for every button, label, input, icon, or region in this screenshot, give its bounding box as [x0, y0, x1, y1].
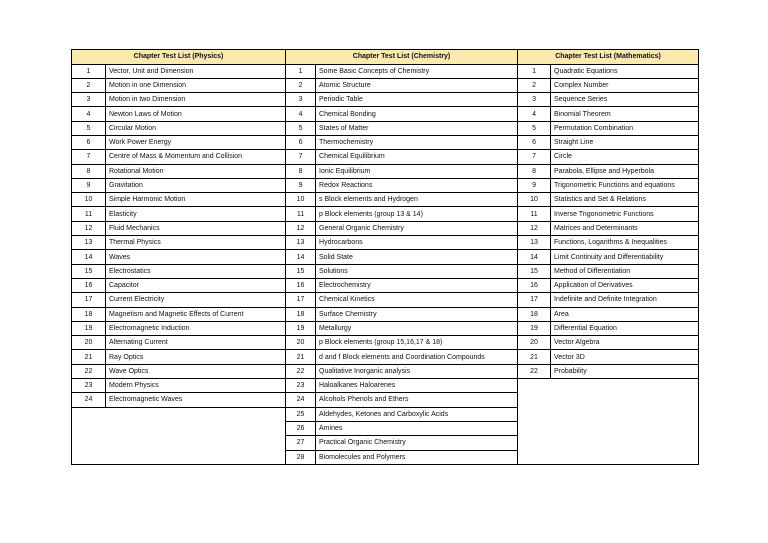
- mathematics-chapter-name: Circle: [551, 150, 699, 164]
- physics-chapter-name: Circular Motion: [106, 121, 286, 135]
- chemistry-chapter-name: Alcohols Phenols and Ethers: [316, 393, 518, 407]
- mathematics-chapter-name: Sequence Series: [551, 93, 699, 107]
- chemistry-chapter-name: Periodic Table: [316, 93, 518, 107]
- chemistry-chapter-name: General Organic Chemistry: [316, 221, 518, 235]
- mathematics-chapter-name: Differential Equation: [551, 321, 699, 335]
- table-row: [72, 278, 699, 292]
- chemistry-chapter-name: p Block elements (group 15,16,17 & 18): [316, 336, 518, 350]
- chemistry-chapter-number: 13: [286, 236, 316, 250]
- chemistry-chapter-number: 12: [286, 221, 316, 235]
- table-body: [72, 64, 699, 464]
- physics-chapter-name: Thermal Physics: [106, 236, 286, 250]
- physics-chapter-name: Simple Harmonic Motion: [106, 193, 286, 207]
- physics-chapter-name: Gravitation: [106, 178, 286, 192]
- mathematics-chapter-name: Complex Number: [551, 78, 699, 92]
- physics-chapter-number: 6: [72, 135, 106, 149]
- mathematics-chapter-number: 3: [518, 93, 551, 107]
- chemistry-chapter-number: 9: [286, 178, 316, 192]
- chemistry-chapter-number: 8: [286, 164, 316, 178]
- physics-chapter-name: Modern Physics: [106, 379, 286, 393]
- physics-chapter-name: Motion in two Dimension: [106, 93, 286, 107]
- chemistry-chapter-number: 18: [286, 307, 316, 321]
- physics-chapter-number: 2: [72, 78, 106, 92]
- mathematics-chapter-number: 21: [518, 350, 551, 364]
- physics-chapter-number: 20: [72, 336, 106, 350]
- mathematics-chapter-number: 2: [518, 78, 551, 92]
- physics-chapter-number: 17: [72, 293, 106, 307]
- table-row: [72, 135, 699, 149]
- chemistry-chapter-number: 2: [286, 78, 316, 92]
- physics-chapter-name: Vector, Unit and Dimension: [106, 64, 286, 78]
- mathematics-chapter-number: 19: [518, 321, 551, 335]
- table-row: [72, 264, 699, 278]
- mathematics-chapter-number: 4: [518, 107, 551, 121]
- chemistry-chapter-name: Some Basic Concepts of Chemistry: [316, 64, 518, 78]
- chemistry-chapter-number: 14: [286, 250, 316, 264]
- physics-chapter-number: 19: [72, 321, 106, 335]
- physics-chapter-name: Rotational Motion: [106, 164, 286, 178]
- physics-chapter-number: 23: [72, 379, 106, 393]
- chemistry-chapter-name: Solid State: [316, 250, 518, 264]
- mathematics-chapter-name: Application of Derivatives: [551, 278, 699, 292]
- chemistry-chapter-number: 21: [286, 350, 316, 364]
- chemistry-header: Chapter Test List (Chemistry): [286, 50, 518, 65]
- physics-chapter-number: 11: [72, 207, 106, 221]
- chemistry-chapter-name: Surface Chemistry: [316, 307, 518, 321]
- table-row: [72, 250, 699, 264]
- chemistry-chapter-number: 23: [286, 379, 316, 393]
- chemistry-chapter-number: 6: [286, 135, 316, 149]
- chemistry-chapter-number: 15: [286, 264, 316, 278]
- physics-chapter-number: 12: [72, 221, 106, 235]
- chemistry-chapter-name: Chemical Bonding: [316, 107, 518, 121]
- mathematics-chapter-number: 15: [518, 264, 551, 278]
- chapter-test-table: [71, 49, 699, 465]
- chemistry-chapter-number: 26: [286, 421, 316, 435]
- chemistry-chapter-name: Metallurgy: [316, 321, 518, 335]
- mathematics-chapter-name: Statistics and Set & Relations: [551, 193, 699, 207]
- table-row: [72, 121, 699, 135]
- physics-chapter-name: Capacitor: [106, 278, 286, 292]
- chemistry-chapter-name: States of Matter: [316, 121, 518, 135]
- mathematics-chapter-name: Method of Differentiation: [551, 264, 699, 278]
- chemistry-chapter-number: 10: [286, 193, 316, 207]
- table-row: [72, 207, 699, 221]
- chemistry-chapter-number: 28: [286, 450, 316, 464]
- chemistry-chapter-name: Aldehydes, Ketones and Carboxylic Acids: [316, 407, 518, 421]
- physics-chapter-number: 8: [72, 164, 106, 178]
- physics-chapter-name: Magnetism and Magnetic Effects of Current: [106, 307, 286, 321]
- physics-chapter-name: Elasticity: [106, 207, 286, 221]
- physics-empty-block: [72, 407, 286, 464]
- physics-chapter-name: Motion in one Dimension: [106, 78, 286, 92]
- table-row: [72, 93, 699, 107]
- mathematics-chapter-name: Vector Algebra: [551, 336, 699, 350]
- chemistry-chapter-name: Chemical Equilibrium: [316, 150, 518, 164]
- chemistry-chapter-name: Haloalkanes Haloarenes: [316, 379, 518, 393]
- mathematics-chapter-name: Parabola, Ellipse and Hyperbola: [551, 164, 699, 178]
- mathematics-chapter-name: Functions, Logarithms & Inequalities: [551, 236, 699, 250]
- physics-chapter-number: 16: [72, 278, 106, 292]
- table-row: [72, 293, 699, 307]
- mathematics-chapter-number: 9: [518, 178, 551, 192]
- chemistry-chapter-name: Hydrocarbons: [316, 236, 518, 250]
- chemistry-chapter-name: Atomic Structure: [316, 78, 518, 92]
- mathematics-chapter-number: 13: [518, 236, 551, 250]
- mathematics-chapter-name: Matrices and Determinants: [551, 221, 699, 235]
- table-row: [72, 307, 699, 321]
- mathematics-chapter-number: 7: [518, 150, 551, 164]
- physics-chapter-number: 3: [72, 93, 106, 107]
- mathematics-chapter-number: 12: [518, 221, 551, 235]
- chemistry-chapter-number: 16: [286, 278, 316, 292]
- chemistry-chapter-number: 1: [286, 64, 316, 78]
- chemistry-chapter-name: Solutions: [316, 264, 518, 278]
- physics-chapter-name: Waves: [106, 250, 286, 264]
- mathematics-chapter-name: Indefinite and Definite Integration: [551, 293, 699, 307]
- mathematics-chapter-name: Inverse Trigonometric Functions: [551, 207, 699, 221]
- chemistry-chapter-name: s Block elements and Hydrogen: [316, 193, 518, 207]
- chemistry-chapter-number: 3: [286, 93, 316, 107]
- mathematics-chapter-name: Area: [551, 307, 699, 321]
- chemistry-chapter-name: Biomolecules and Polymers: [316, 450, 518, 464]
- physics-chapter-number: 14: [72, 250, 106, 264]
- physics-chapter-name: Electromagnetic Waves: [106, 393, 286, 407]
- mathematics-chapter-number: 22: [518, 364, 551, 378]
- chemistry-chapter-number: 4: [286, 107, 316, 121]
- table-row: [72, 350, 699, 364]
- mathematics-empty-block: [518, 379, 699, 465]
- mathematics-chapter-number: 18: [518, 307, 551, 321]
- physics-chapter-number: 24: [72, 393, 106, 407]
- table-row: [72, 64, 699, 78]
- table-row: [72, 107, 699, 121]
- chemistry-chapter-number: 20: [286, 336, 316, 350]
- chemistry-chapter-number: 7: [286, 150, 316, 164]
- mathematics-chapter-name: Limit Continuity and Differentiability: [551, 250, 699, 264]
- physics-chapter-number: 13: [72, 236, 106, 250]
- chemistry-chapter-name: Redox Reactions: [316, 178, 518, 192]
- physics-chapter-name: Current Electricity: [106, 293, 286, 307]
- table-row: [72, 78, 699, 92]
- mathematics-chapter-number: 16: [518, 278, 551, 292]
- physics-chapter-name: Wave Optics: [106, 364, 286, 378]
- mathematics-header: Chapter Test List (Mathematics): [518, 50, 699, 65]
- chemistry-chapter-name: d and f Block elements and Coordination Compounds: [316, 350, 518, 364]
- mathematics-chapter-name: Straight Line: [551, 135, 699, 149]
- chemistry-chapter-number: 27: [286, 436, 316, 450]
- chemistry-chapter-number: 11: [286, 207, 316, 221]
- chemistry-chapter-name: Qualitative Inorganic analysis: [316, 364, 518, 378]
- physics-chapter-number: 5: [72, 121, 106, 135]
- physics-chapter-name: Electromagnetic Induction: [106, 321, 286, 335]
- mathematics-chapter-number: 20: [518, 336, 551, 350]
- chemistry-chapter-name: Practical Organic Chemistry: [316, 436, 518, 450]
- chemistry-chapter-number: 5: [286, 121, 316, 135]
- physics-chapter-name: Alternating Current: [106, 336, 286, 350]
- mathematics-chapter-number: 14: [518, 250, 551, 264]
- physics-chapter-number: 9: [72, 178, 106, 192]
- mathematics-chapter-number: 11: [518, 207, 551, 221]
- physics-chapter-name: Fluid Mechanics: [106, 221, 286, 235]
- chemistry-chapter-name: p Block elements (group 13 & 14): [316, 207, 518, 221]
- physics-chapter-name: Work Power Energy: [106, 135, 286, 149]
- chemistry-chapter-number: 17: [286, 293, 316, 307]
- mathematics-chapter-name: Quadratic Equations: [551, 64, 699, 78]
- physics-chapter-number: 21: [72, 350, 106, 364]
- chapter-test-list-sheet: [71, 49, 698, 465]
- table-row: [72, 164, 699, 178]
- chemistry-chapter-name: Electrochemistry: [316, 278, 518, 292]
- physics-chapter-number: 18: [72, 307, 106, 321]
- mathematics-chapter-name: Probability: [551, 364, 699, 378]
- chemistry-chapter-number: 22: [286, 364, 316, 378]
- chemistry-chapter-name: Ionic Equilibrium: [316, 164, 518, 178]
- table-row: [72, 193, 699, 207]
- chemistry-chapter-number: 19: [286, 321, 316, 335]
- chemistry-chapter-number: 24: [286, 393, 316, 407]
- header-row: [72, 50, 699, 65]
- physics-chapter-number: 1: [72, 64, 106, 78]
- mathematics-chapter-name: Binomial Theorem: [551, 107, 699, 121]
- table-row: [72, 321, 699, 335]
- mathematics-chapter-number: 10: [518, 193, 551, 207]
- physics-chapter-name: Newton Laws of Motion: [106, 107, 286, 121]
- physics-chapter-name: Electrostatics: [106, 264, 286, 278]
- mathematics-chapter-number: 6: [518, 135, 551, 149]
- physics-chapter-name: Centre of Mass & Momentum and Collision: [106, 150, 286, 164]
- physics-chapter-number: 7: [72, 150, 106, 164]
- mathematics-chapter-name: Trigonometric Functions and equations: [551, 178, 699, 192]
- physics-chapter-number: 22: [72, 364, 106, 378]
- mathematics-chapter-number: 1: [518, 64, 551, 78]
- mathematics-chapter-number: 17: [518, 293, 551, 307]
- mathematics-chapter-number: 8: [518, 164, 551, 178]
- physics-chapter-name: Ray Optics: [106, 350, 286, 364]
- table-row: [72, 236, 699, 250]
- chemistry-chapter-name: Thermochemistry: [316, 135, 518, 149]
- chemistry-chapter-number: 25: [286, 407, 316, 421]
- mathematics-chapter-name: Vector 3D: [551, 350, 699, 364]
- table-row: [72, 178, 699, 192]
- table-row: [72, 364, 699, 378]
- physics-header: Chapter Test List (Physics): [72, 50, 286, 65]
- physics-chapter-number: 4: [72, 107, 106, 121]
- chemistry-chapter-name: Amines: [316, 421, 518, 435]
- table-row: [72, 150, 699, 164]
- mathematics-chapter-number: 5: [518, 121, 551, 135]
- physics-chapter-number: 10: [72, 193, 106, 207]
- table-row: [72, 379, 699, 393]
- chemistry-chapter-name: Chemical Kinetics: [316, 293, 518, 307]
- table-row: [72, 336, 699, 350]
- mathematics-chapter-name: Permutation Combination: [551, 121, 699, 135]
- physics-chapter-number: 15: [72, 264, 106, 278]
- table-row: [72, 221, 699, 235]
